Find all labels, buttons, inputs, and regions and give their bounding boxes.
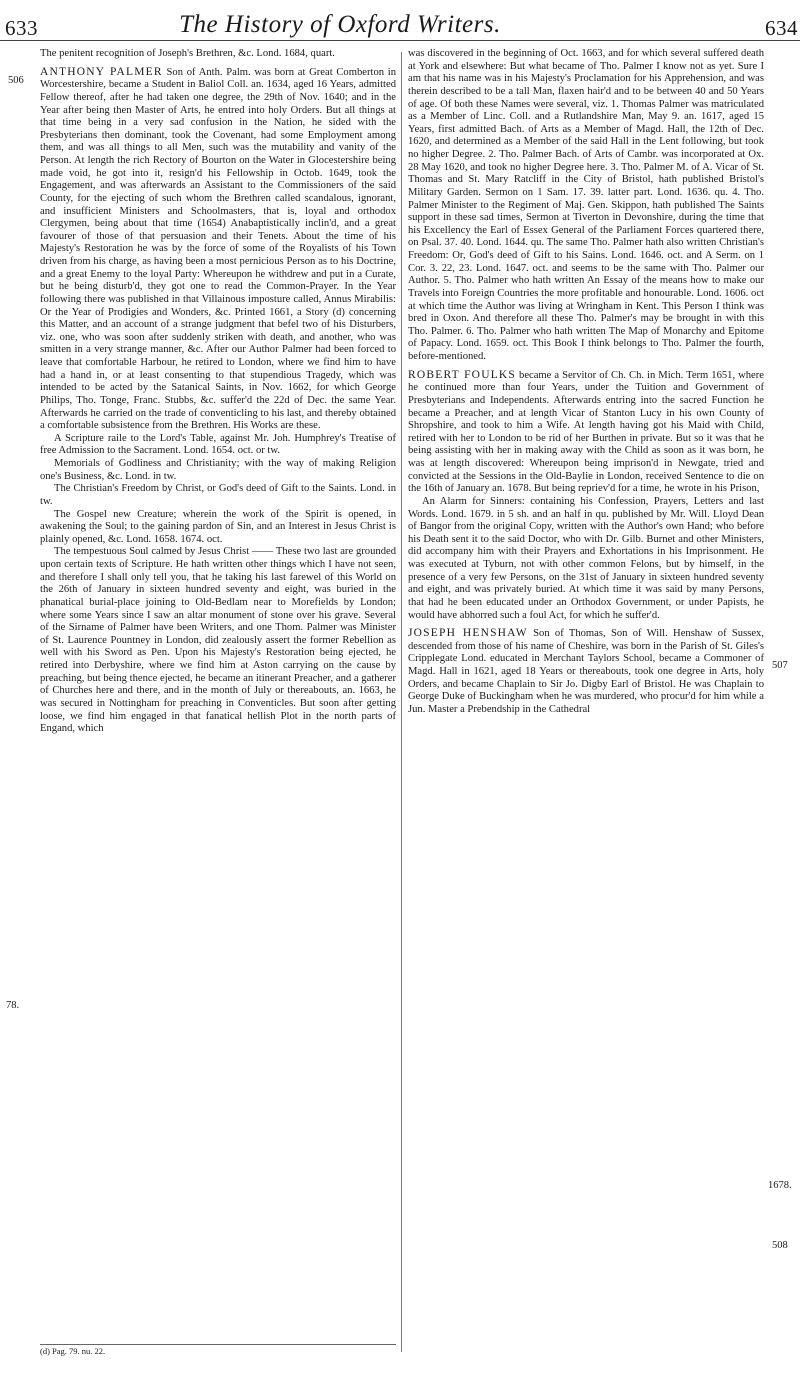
work-item: The tempestuous Soul calmed by Jesus Christ —— These two last are grounded upon certain texts of Scripture. He hath written other things which I have not seen, and therefore I shall only tell you, that he taking his last farewel of this World on the 26th of January in sixteen hundred seventy and eight, was buried in the phanatical burial-place joining to Old-Bedlam near to Morefields by London; where some Years since I saw an altar monument of stone over his grave. Several of the Sirname of Palmer have been Writers, and one Thom. Palmer was Minister of St. Laurence Pountney in London, did zealously assert the former Rebellion as well with his Sword as Pen. Upon his Majesty's Restoration being ejected, he retired into Derbyshire, where we find him at Aston carrying on the cause by preaching, but being thence ejected, he became an itinerant Preacher, and a gatherer of Churches here and there, and in the month of July or thereabouts, an. 1663, he was secured in Nottingham for preaching in Conventicles. But soon after getting loose, we find him engaged in that fanatical hellish Plot in the north parts of Engand, which — [40, 546, 396, 735]
entry-name: ROBERT FOULKS — [408, 368, 517, 381]
column-divider — [401, 52, 402, 1352]
header-rule — [0, 40, 800, 41]
running-title: The History of Oxford Writers. — [179, 11, 501, 38]
margin-year: 78. — [6, 1000, 20, 1011]
entry-number: 506 — [8, 75, 24, 86]
entry-506 — [40, 66, 396, 433]
entry-number: 507 — [772, 660, 788, 671]
entry-text: became a Servitor of Ch. Ch. in Mich. Term 1651, where he continued more than four Years, under the Tuition and Government of Presbyterians and Independents. Afterwards entring into the sacred Function he became a Preacher, and at length Vicar of Stanton Lucy in his own County of Shropshire, and took to him a Wife. At length having got his Maid with Child, retired with her to London to be rid of her Burthen in private. But so it was that he being assisting with her in making away with the Child as soon as it was born, he was at length discovered: Whereupon being imprison'd in Newgate, tried and convicted at the Sessions in the Old-Baylie in London, received Sentence to die on the 16th of January an. 1678. But being repriev'd for a time, he wrote in his Prison, — [408, 369, 764, 495]
work-item: An Alarm for Sinners: containing his Confession, Prayers, Letters and last Words. Lond. 1679. in 5 sh. and an half in qu. published by Mr. Will. Lloyd Dean of Bangor from the original Copy, written with the Author's own Hand; who before his Death sent it to the said Doctor, who with Dr. Gilb. Burnet and other Ministers, did accompany him with their Prayers and Exhortations in his Imprisonment. He was executed at Tyburn, not with other common Felons, but by himself, in the presence of a very few Persons, on the 31st of January in sixteen hundred seventy and eight, and was privately buried. At which time it was said by many Persons, that had he been educated under an Orthodox Government, or under Papists, he would have abhorred such a foul Act, for which he suffer'd. — [408, 495, 764, 621]
entry-508 — [408, 627, 764, 716]
paragraph: The penitent recognition of Joseph's Brethren, &c. Lond. 1684, quart. — [40, 48, 335, 59]
work-item: A Scripture raile to the Lord's Table, against Mr. Joh. Humphrey's Treatise of free Admission to the Sacrament. Lond. 1654. oct. or tw. — [40, 432, 396, 457]
paragraph: was discovered in the beginning of Oct. 1663, and for which several suffered death at York and elsewhere: But what became of Tho. Palmer I know not as yet. Sure I am that his name was in his Majesty's Proclamation for his Apprehension, and was therein described to be a tall Man, flaxen hair'd and to be between 40 and 50 Years of age. Of both these Names were several, viz. 1. Thomas Palmer was matriculated as a Member of Linc. Coll. and a Rutlandshire Man, May 9. an. 1617, aged 15 Years, first admitted Bach. of Arts as a Member of Magd. Hall, the 12th of Dec. 1620, and determined as a Member of the said Hall in the Lent following, but took no higher Degree. 2. Tho. Palmer Bach. of Arts of Cambr. was incorporated at Ox. 28 May 1620, and took no higher Degree here. 3. Tho. Palmer M. of A. Vicar of St. Thomas and St. Mary Ratcliff in the City of Bristol, hath published Bristol's Military Garden. Sermon on 1 Sam. 17. 39. latter part. Lond. 1636. qu. 4. Tho. Palmer Minister to the Regiment of Maj. Gen. Skippon, hath published The Saints support in these sad times, Sermon at Tiverton in Devonshire, during the time that his Excellency the Earl of Essex General of the Parliament Forces quartered there, on Psal. 37. 40. Lond. 1644. qu. The same Tho. Palmer hath also written Christian's Freedom: Or, God's deed of Gift to his Sains. Lond. 1646. oct. and A Serm. on 1 Cor. 3. 22, 23. Lond. 1647. oct. and seems to be the same with Tho. Palmer our Author. 5. Tho. Palmer who hath written An Essay of the means how to make our Travels into Foreign Countries the more profitable and honourable. Lond. 1606. oct at which time the Author was living at Wringham in Kent. This Person I think was bred in Oxon. And therefore all these Tho. Palmer's may be brought in with this Tho. Palmer. 6. Tho. Palmer who hath written The Map of Monarchy and Epitome of Papacy. Lond. 1659. oct. This Book I think belongs to Tho. Palmer the fourth, before-mentioned. — [408, 48, 764, 362]
page-number-right: 634 — [765, 16, 798, 40]
entry-number: 508 — [772, 1240, 788, 1251]
work-item: The Gospel new Creature; wherein the work of the Spirit is opened, in awakening the Soul; to the gaining pardon of Sin, and an Interest in Jesus Christ is plainly opened, &c. Lond. 1658. 1674. oct. — [40, 508, 396, 545]
page-number-left: 633 — [5, 16, 38, 40]
entry-507 — [408, 369, 764, 496]
footnote: (d) Pag. 79. nu. 22. — [40, 1344, 396, 1356]
entry-text: Son of Anth. Palm. was born at Great Comberton in Worcestershire, became a Student in Baliol Coll. an. 1634, aged 16 Years, admitted Fellow thereof, after he had taken one degree, the 29th of Nov. 1640; and in the Year after being then Master of Arts, he entred into holy Orders. But all things at that time being in a very sad confusion in the Nation, he sided with the Presbyterians then dominant, took the Covenant, had some Employment among them, and was all things to all Men, such was the mutability and vanity of the Person. At length the rich Rectory of Bourton on the Water in Glocestershire being made void, he got into it, resign'd his Fellowship in Octob. 1649, took the Engagement, and was afterwards an Assistant to the Commissioners of the said County, for the ejecting of such whom the Brethren called scandalous, ignorant, and insufficient Ministers and Schoolmasters, that is, loyal and orthodox Clergymen, being about that time (1654) Anabaptistically inclin'd, and a great favourer of those of that persuasion and their Tenets. About the time of his Majesty's Restoration he was by the force of some of the Royalists of his Town driven from his charge, as having been a most pernicious Person as to his Doctrine, and a great Enemy to the loyal Party: Whereupon he withdrew and put in a Curate, but he being disturb'd, they got one to read the Common-Prayer. In the Year following there was published in that Villainous imposture called, Annus Mirabilis: Or the Year of Prodigies and Wonders, &c. Printed 1661, a Story (d) concerning this Matter, and an account of a strange judgment that befel two of his Disturbers, viz. one, who was soon after suddenly striken with death, and another, who was smitten in a very strange manner, &c. After our Author Palmer had been forced to leave that comfortable Harbour, he retired to London, where we find him to have had a hand in, or at least consenting to that stupendious Tragedy, which was intended to be acted by the Satanical Saints, in Nov. 1662, for which George Philips, Tho. Tonge, Franc. Stubbs, &c. suffer'd the 22d of Dec. the same Year. Afterwards he carried on the trade of conventicling to his last, and thereby obtained a comfortable subsistence from the Brethren. His Works are these. — [40, 66, 397, 432]
running-header — [0, 6, 800, 46]
entry-name: ANTHONY PALMER — [40, 65, 163, 78]
left-column — [40, 48, 396, 736]
entry-name: JOSEPH HENSHAW — [408, 627, 528, 640]
margin-year: 1678. — [768, 1180, 792, 1191]
entry-text: Son of Thomas, Son of Will. Henshaw of Sussex, descended from those of his name of Cheshire, was born in the Parish of St. Giles's Cripplegate Lond. educated in Merchant Taylors School, became a Commoner of Magd. Hall in 1621, aged 18 Years or thereabouts, took one degree in Arts, holy Orders, and became Chaplain to Sir Jo. Digby Earl of Bristol. He was Chaplain to George Duke of Buckingham when he was murdered, who procur'd for him while a Jun. Master a Prebendship in the Cathedral — [408, 628, 764, 715]
right-column — [408, 48, 764, 717]
work-item: Memorials of Godliness and Christianity; with the way of making Religion one's Business, &c. Lond. in tw. — [40, 458, 396, 482]
work-item: The Christian's Freedom by Christ, or God's deed of Gift to the Saints. Lond. in tw. — [40, 483, 396, 507]
